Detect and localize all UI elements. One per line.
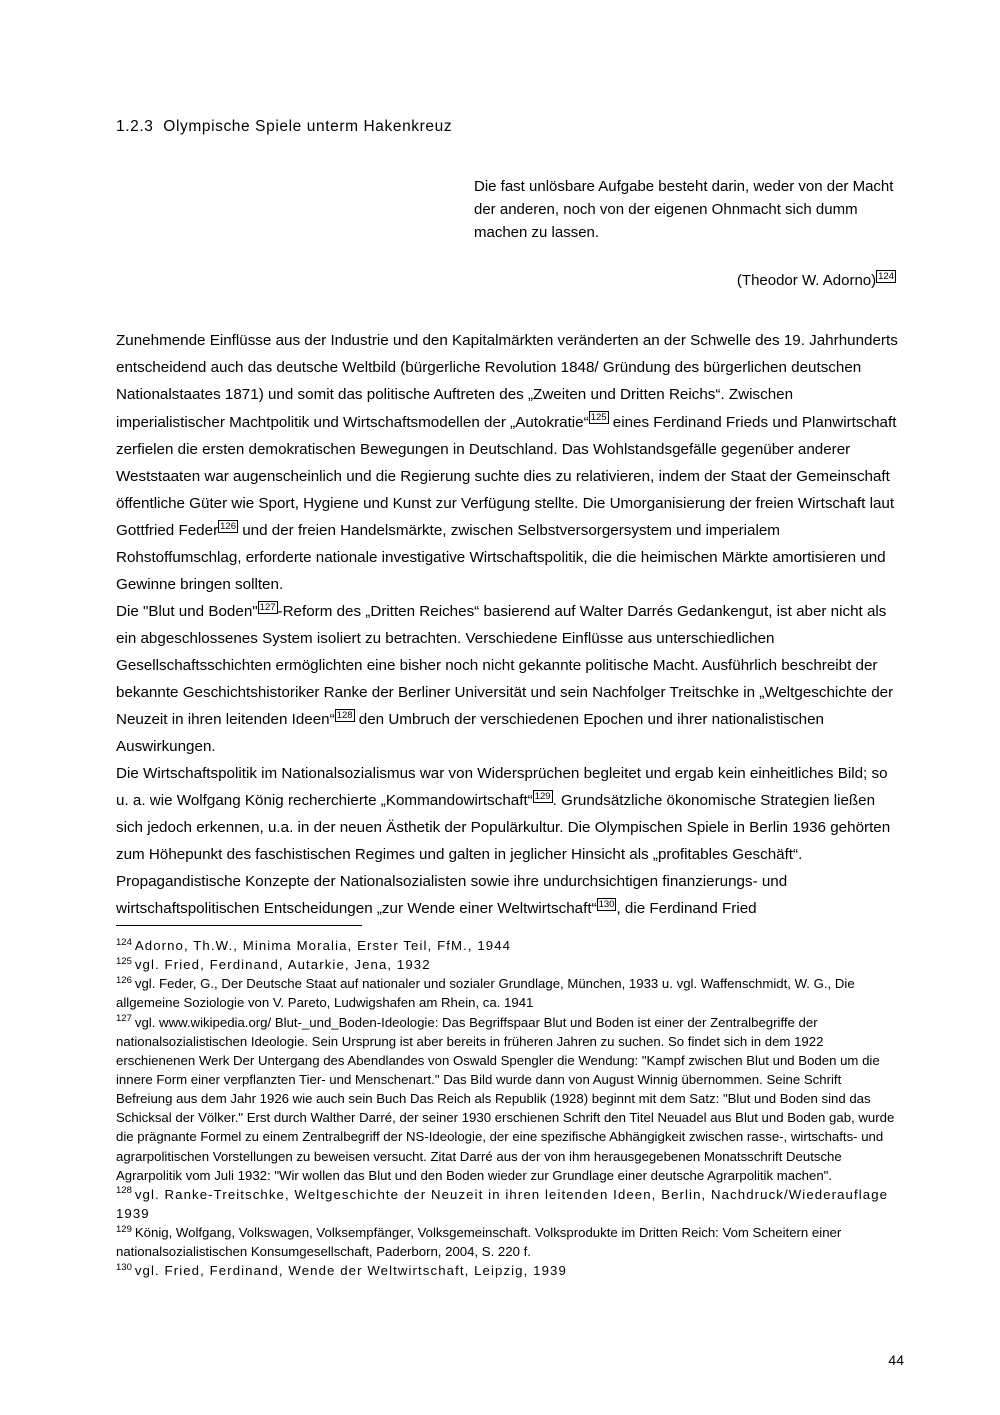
footnote-text: vgl. Fried, Ferdinand, Autarkie, Jena, 1932 — [134, 957, 431, 973]
footnote-number: 124 — [116, 936, 132, 948]
paragraph-3 — [116, 760, 900, 868]
footnote-number: 126 — [116, 974, 132, 986]
footnote-item — [116, 1013, 900, 1185]
paragraph-1-seg-0: Zunehmende Einflüsse aus der Industrie und den Kapitalmärkten veränderten an der Schwelle des 19. Jahrhunderts entscheidend auch das deutsche Weltbild (bürgerliche Revolution 1848/ Gründung des bürgerlichen deutschen Nationalstaates 1871) und somit das politische Auftreten des „Zweiten und Dritten Reichs“. Zwischen imperialistischer Machtpolitik und Wirtschaftsmodellen der „Autokratie“ — [116, 332, 898, 431]
page-number: 44 — [888, 1352, 904, 1368]
footnote-item — [116, 955, 900, 974]
paragraph-4-seg-0: Propagandistische Konzepte der Nationalsozialisten sowie ihre undurchsichtigen finanzierungs- und wirtschaftspolitischen Entscheidungen „zur Wende einer Weltwirtschaft“ — [116, 873, 788, 918]
footnote-number: 127 — [116, 1013, 132, 1025]
footnote-text: vgl. Fried, Ferdinand, Wende der Weltwirtschaft, Leipzig, 1939 — [134, 1263, 567, 1279]
footnote-item — [116, 936, 900, 955]
paragraph-3-seg-2: . Grundsätzliche ökonomische Strategien ließen sich jedoch erkennen, u.a. in der neuen Ästhetik der Populärkultur. Die Olympischen Spiele in Berlin 1936 gehörten zum Höhepunkt des faschistischen Regimes und galten in jeglicher Hinsicht als „profitables Geschäft“. — [116, 792, 891, 864]
footnote-text: vgl. Ranke-Treitschke, Weltgeschichte der Neuzeit in ihren leitenden Ideen, Berlin, Nachdruck/Wiederauflage 1939 — [116, 1186, 889, 1221]
footnote-text: vgl. www.wikipedia.org/ Blut-_und_Boden-Ideologie: Das Begriffspaar Blut und Boden ist einer der Zentralbegriffe der nationalsozialistischen Ideologie. Sein Ursprung ist aber bereits in früheren Jahren zu suchen. So findet sich in dem 1922 erschienenen Werk Der Untergang des Abendlandes von Oswald Spengler die Wendung: "Kampf zwischen Blut und Boden um die innere Form einer verpflanzten Tier- und Menschenart." Das Bild wurde dann von August Winnig übernommen. Seine Schrift Befreiung aus dem Jahr 1926 wie auch sein Buch Das Reich als Republik (1928) beginnt mit dem Satz: "Blut und Boden sind das Schicksal der Völker." Erst durch Walther Darré, der seiner 1930 erschienen Schrift den Titel Neuadel aus Blut und Boden gab, wurde die prägnante Formel zu einem Zentralbegriff der NS-Ideologie, der eine spezifische Abhängigkeit zwischen rasse-, wirtschafts- und agrarpolitischen Vorstellungen zu beweisen versucht. Zitat Darré aus der von ihm herausgegebenen Monatsschrift Deutsche Agrarpolitik vom Juli 1932: "Wir wollen das Blut und den Boden wieder zur Grundlage einer deutsche Agrarpolitik machen". — [116, 1014, 895, 1183]
paragraph-3-seg-0: Die Wirtschaftspolitik im Nationalsozialismus war von Widersprüchen begleitet und ergab kein einheitliches Bild; so u. a. wie Wolfgang König recherchierte „Kommandowirtschaft“ — [116, 765, 888, 810]
footnote-number: 128 — [116, 1185, 132, 1197]
footnote-number: 129 — [116, 1223, 132, 1235]
paragraph-1-seg-2: eines Ferdinand Frieds und Planwirtschaft zerfielen die ersten demokratischen Bewegungen in Deutschland. Das Wohlstandsgefälle gegenüber anderer Weststaaten war augenscheinlich und die Regierung suchte dies zu relativieren, indem der Staat der Gemeinschaft öffentliche Güter wie Sport, Hygiene und Kunst zur Verfügung stellte. Die Umorganisierung der freien Wirtschaft laut Gottfried Feder — [116, 413, 897, 539]
paragraph-1 — [116, 327, 900, 597]
footnote-number: 130 — [116, 1262, 132, 1273]
footnote-item — [116, 1185, 900, 1223]
footnote-ref-127[interactable]: 127 — [259, 601, 276, 613]
footnote-ref-129[interactable]: 129 — [534, 791, 551, 803]
paragraph-2-seg-4: den Umbruch der verschiedenen Epochen und ihrer nationalistischen Auswirkungen. — [116, 711, 824, 756]
paragraph-2-seg-0: Die "Blut und Boden" — [116, 602, 258, 620]
footnote-text: vgl. Feder, G., Der Deutsche Staat auf nationaler und sozialer Grundlage, München, 1933 u. vgl. Waffenschmidt, W. G., Die allgemeine Soziologie von V. Pareto, Ludwigshafen am Rhein, ca. 1941 — [116, 976, 855, 1011]
footnote-ref-128[interactable]: 128 — [336, 709, 353, 721]
paragraph-1-seg-4: und der freien Handelsmärkte, zwischen Selbstversorgersystem und imperialem Rohstoffumschlag, erforderte nationale investigative Wirtschaftspolitik, die die heimischen Märkte amortisieren und Gewinne bringen sollten. — [116, 521, 886, 593]
footnote-ref-130[interactable]: 130 — [598, 899, 615, 911]
paragraph-4 — [116, 868, 900, 922]
footnote-item — [116, 1223, 900, 1261]
footnote-item — [116, 974, 900, 1012]
footnotes-section — [116, 936, 900, 1281]
paragraph-2-seg-2: -Reform des „Dritten Reiches“ basierend auf Walter Darrés Gedankengut, ist aber nicht als ein abgeschlossenes System isoliert zu betrachten. Verschiedene Einflüsse aus unterschiedlichen Gesellschaftsschichten ermöglichten eine bisher noch nicht gekannte politische Macht. Ausführlich beschreibt der bekannte Geschichtshistoriker Ranke der Berliner Universität und sein Nachfolger Treitschke in „Weltgeschichte der Neuzeit in ihren leitenden Ideen“ — [116, 602, 894, 729]
section-heading: 1.2.3 Olympische Spiele unterm Hakenkreuz — [116, 118, 453, 135]
footnote-text: König, Wolfgang, Volkswagen, Volksempfänger, Volksgemeinschaft. Volksprodukte im Dritten Reich: Vom Scheitern einer nationalsozialistischen Konsumgesellschaft, Paderborn, 2004, S. 220 f. — [116, 1225, 842, 1260]
paragraph-2 — [116, 598, 900, 760]
footnote-number: 125 — [116, 955, 132, 967]
epigraph-quote: Die fast unlösbare Aufgabe besteht darin, weder von der Macht der anderen, noch von der eigenen Ohnmacht sich dumm machen zu lassen. — [474, 178, 894, 241]
footnote-ref-126[interactable]: 126 — [220, 520, 236, 532]
paragraph-4-seg-2: , die Ferdinand Fried — [616, 900, 757, 918]
footnote-separator — [116, 925, 362, 926]
footnote-ref-125[interactable]: 125 — [590, 412, 607, 424]
epigraph-attribution — [116, 270, 900, 289]
footnote-text: Adorno, Th.W., Minima Moralia, Erster Teil, FfM., 1944 — [134, 938, 512, 953]
epigraph-attribution-text: (Theodor W. Adorno) — [736, 272, 877, 290]
page-content — [116, 118, 900, 922]
footnote-item — [116, 1261, 900, 1280]
body-text — [116, 327, 900, 922]
footnote-ref-124[interactable]: 124 — [878, 271, 894, 283]
